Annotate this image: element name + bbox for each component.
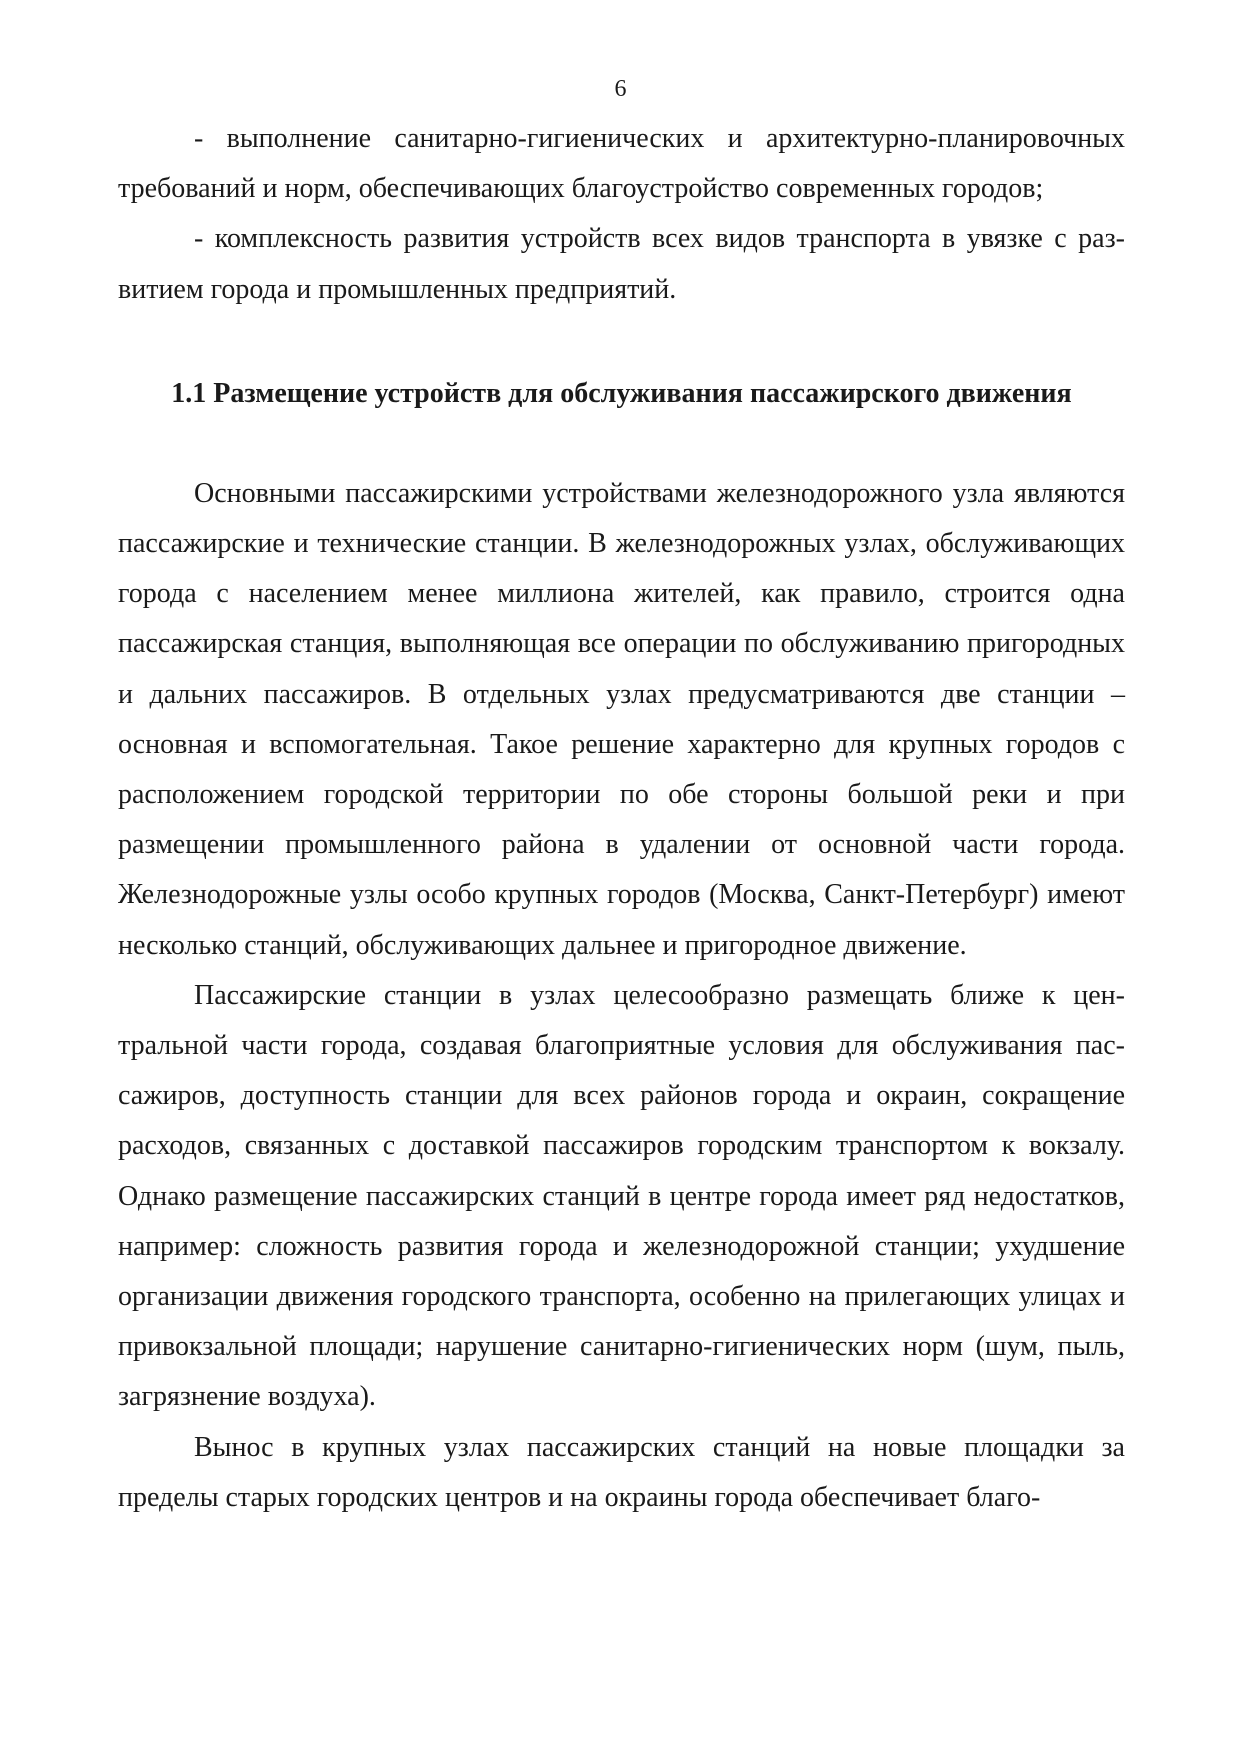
list-item: - выполнение санитарно-гигиенических и архитектурно-планировочных требований и норм, обеспечивающих благоустройство современных городов; [118, 123, 1125, 205]
body-paragraph: Основными пассажирскими устройствами железнодорожного узла являются пассажирские и технические станции. В железнодорожных узлах, обслуживающих города с населением менее миллиона жителей, как правило, строится одна пассажирская станция, выполняющая все операции по обслуживанию пригородных и дальних пассажиров. В отдельных узлах предусматриваются две станции – основная и вспомогательная. Такое решение характерно для крупных городов с расположением городской территории по обе стороны большой реки и при размещении промышленного района в удалении от основной части города. Железнодорожные узлы особо крупных городов (Москва, Санкт-Петербург) имеют несколько станций, обслуживающих дальнее и пригородное движение. [118, 477, 1125, 961]
body-paragraph: Пассажирские станции в узлах целесообразно размещать ближе к центральной части города, создавая благоприятные условия для обслуживания пассажиров, доступность станции для всех районов города и окраин, сокращение расходов, связанных с доставкой пассажиров городским транспортом к вокзалу. Однако размещение пассажирских станций в центре города имеет ряд недостатков, например: сложность развития города и железнодорожной станции; ухудшение организации движения городского транспорта, особенно на прилегающих улицах и привокзальной площади; нарушение санитарно-гигиенических норм (шум, пыль, загрязнение воздуха). [118, 979, 1125, 1413]
section-heading: 1.1 Размещение устройств для обслуживания пассажирского движения [171, 377, 1072, 409]
page-number: 6 [614, 76, 627, 102]
list-item: - комплексность развития устройств всех видов транспорта в увязке с развитием города и промышленных предприятий. [118, 223, 1125, 305]
page-content [118, 114, 1125, 1523]
body-paragraph: Вынос в крупных узлах пассажирских станций на новые площадки за пределы старых городских центров и на окраины города обеспечивает благо- [118, 1431, 1125, 1513]
heading-spacer [118, 419, 1125, 469]
